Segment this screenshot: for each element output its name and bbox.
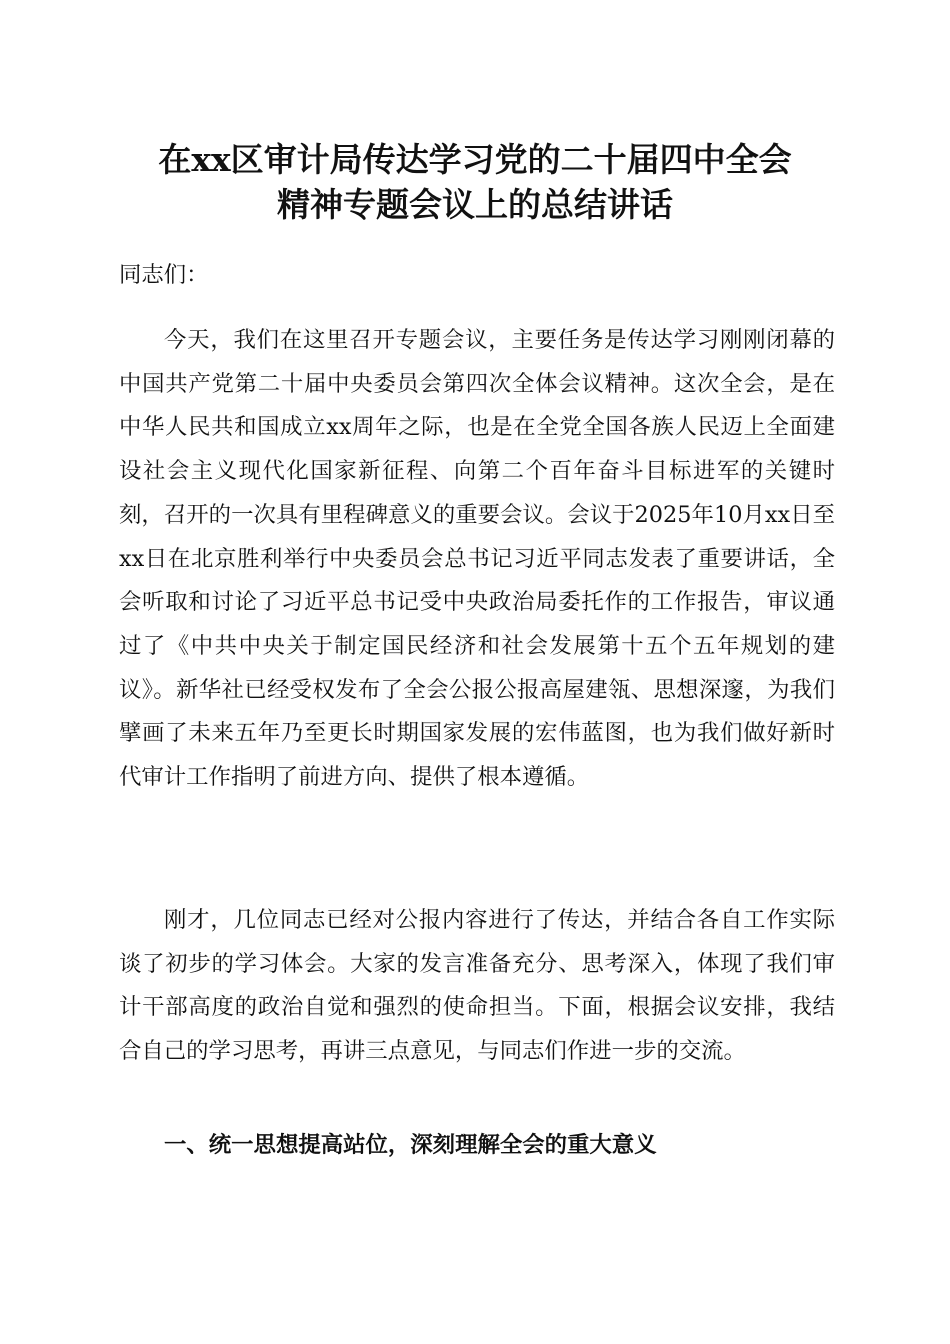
salutation: 同志们： [119,262,209,288]
paragraph-transition: 刚才，几位同志已经对公报内容进行了传达，并结合各自工作实际谈了初步的学习体会。大家的发言准备充分、思考深入，体现了我们审计干部高度的政治自觉和强烈的使命担当。下面，根据会议安排，我结合自己的学习思考，再讲三点意见，与同志们作进一步的交流。 [119,907,835,1065]
document-title-line-1: 在xx区审计局传达学习党的二十届四中全会 [158,140,792,179]
paragraph-opening: 今天，我们在这里召开专题会议，主要任务是传达学习刚刚闭幕的中国共产党第二十届中央委员会第四次全体会议精神。这次全会，是在中华人民共和国成立xx周年之际，也是在全党全国各族人民迈上全面建设社会主义现代化国家新征程、向第二个百年奋斗目标进军的关键时刻，召开的一次具有里程碑意义的重要会议。会议于2025年10月xx日至xx日在北京胜利举行中央委员会总书记习近平同志发表了重要讲话，全会听取和讨论了习近平总书记受中央政治局委托作的工作报告，审议通过了《中共中央关于制定国民经济和社会发展第十五个五年规划的建议》。新华社已经受权发布了全会公报公报高屋建瓴、思想深邃，为我们擘画了未来五年乃至更长时期国家发展的宏伟蓝图，也为我们做好新时代审计工作指明了前进方向、提供了根本遵循。 [119,327,835,791]
section-heading-1: 一、统一思想提高站位，深刻理解全会的重大意义 [164,1132,657,1158]
document-title-line-2: 精神专题会议上的总结讲话 [277,185,673,224]
